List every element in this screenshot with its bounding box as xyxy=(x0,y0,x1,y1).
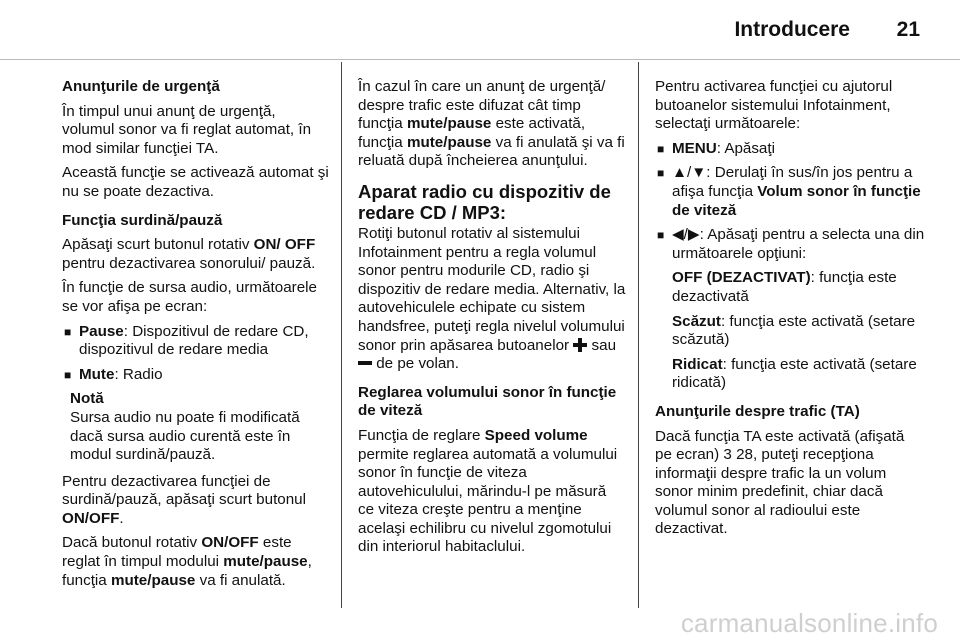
paragraph: Rotiţi butonul rotativ al sistemului Infotainment pentru a regla volumul sonor pentru modurile CD, radio şi dispozitiv de redare media. Alternativ, la autovehiculele echipate cu sistem handsfree, puteţi regla nivelul volumului sonor prin apăsarea butoanelor sau de pe volan. xyxy=(358,224,626,373)
paragraph: Funcţia de reglare Speed volume permite reglarea automată a volumului sonor în funcţie de viteza autovehiculului, mărindu-l pe măsură ce viteza creşte pentru a menţine acelaşi echilibru cu nivelul zgomotului din interiorul habitaclului. xyxy=(358,426,618,556)
bullet-icon: ■ xyxy=(657,228,665,243)
bullet-icon: ■ xyxy=(657,141,665,156)
paragraph: Pentru activarea funcţiei cu ajutorul butoanelor sistemului Infotainment, selectaţi următoarele: xyxy=(655,78,893,133)
list-item: ■ MENU: Apăsaţi xyxy=(657,139,775,157)
page-title: Introducere xyxy=(734,18,850,41)
bullet-icon: ■ xyxy=(64,367,72,382)
list-item: ■ ◀/▶: Apăsaţi pentru a selecta una din următoarele opţiuni: xyxy=(657,226,925,262)
note-title: Notă xyxy=(70,390,104,408)
column-1 xyxy=(62,78,330,596)
plus-icon xyxy=(573,338,587,352)
paragraph: În cazul în care un anunţ de urgenţă/ despre trafic este difuzat cât timp funcţia mute/pause este activată, funcţia mute/pause va fi anulată şi va fi reluată după încheierea anunţului. xyxy=(358,78,625,170)
paragraph: Această funcţie se activează automat şi nu se poate dezactiva. xyxy=(62,164,329,200)
list-item: ■ Pause: Dispozitivul de redare CD, dispozitivul de redare media xyxy=(64,322,309,359)
note-text: Sursa audio nu poate fi modificată dacă sursa audio curentă este în modul surdină/pauză. xyxy=(70,408,300,464)
paragraph: În timpul unui anunţ de urgenţă, volumul sonor va fi reglat automat, în mod similar funcţiei TA. xyxy=(62,102,312,157)
option-item: Ridicat: funcţia este activată (setare ridicată) xyxy=(672,355,917,392)
page-header xyxy=(0,0,960,60)
up-down-arrow-icon: ▲/▼ xyxy=(672,164,707,182)
section-heading: Anunţurile despre trafic (TA) xyxy=(655,402,860,420)
list-item: ■ Mute: Radio xyxy=(64,365,163,383)
column-3 xyxy=(655,78,925,545)
option-item: Scăzut: funcţia este activată (setare scăzută) xyxy=(672,312,916,349)
paragraph: Apăsaţi scurt butonul rotativ ON/ OFF pentru dezactivarea sonorului/ pauză. xyxy=(62,236,316,272)
section-heading: Aparat radio cu dispozitiv de redare CD / MP3: xyxy=(358,180,611,223)
minus-icon xyxy=(358,356,372,370)
column-2 xyxy=(358,78,626,563)
page-reference-icon: 3 xyxy=(723,446,732,464)
section-heading: Reglarea volumului sonor în funcţie de viteză xyxy=(358,383,617,420)
note-box xyxy=(62,390,330,464)
paragraph: Pentru dezactivarea funcţiei de surdină/pauză, apăsaţi scurt butonul ON/OFF. xyxy=(62,472,307,527)
column-divider xyxy=(341,62,342,608)
left-right-arrow-icon: ◀/▶ xyxy=(672,226,700,244)
paragraph: În funcţie de sursa audio, următoarele se vor afişa pe ecran: xyxy=(62,279,317,315)
column-divider xyxy=(638,62,639,608)
section-heading: Funcţia surdină/pauză xyxy=(62,211,223,229)
paragraph: Dacă funcţia TA este activată (afişată pe ecran) 3 28, puteţi recepţiona informaţii despre trafic la un volum sonor minim predefinit, chiar dacă volumul sonor al radioului este dezactivat. xyxy=(655,427,905,538)
list-item: ■ ▲/▼: Derulaţi în sus/în jos pentru a afişa funcţia Volum sonor în funcţie de viteză xyxy=(657,164,921,219)
page-number: 21 xyxy=(896,18,920,41)
watermark: carmanualsonline.info xyxy=(680,608,938,638)
paragraph: Dacă butonul rotativ ON/OFF este reglat în timpul modului mute/pause, funcţia mute/pause va fi anulată. xyxy=(62,534,312,589)
bullet-icon: ■ xyxy=(64,324,72,339)
option-item: OFF (DEZACTIVAT): funcţia este dezactivată xyxy=(672,269,897,305)
bullet-icon: ■ xyxy=(657,166,665,181)
section-heading: Anunţurile de urgenţă xyxy=(62,78,220,95)
